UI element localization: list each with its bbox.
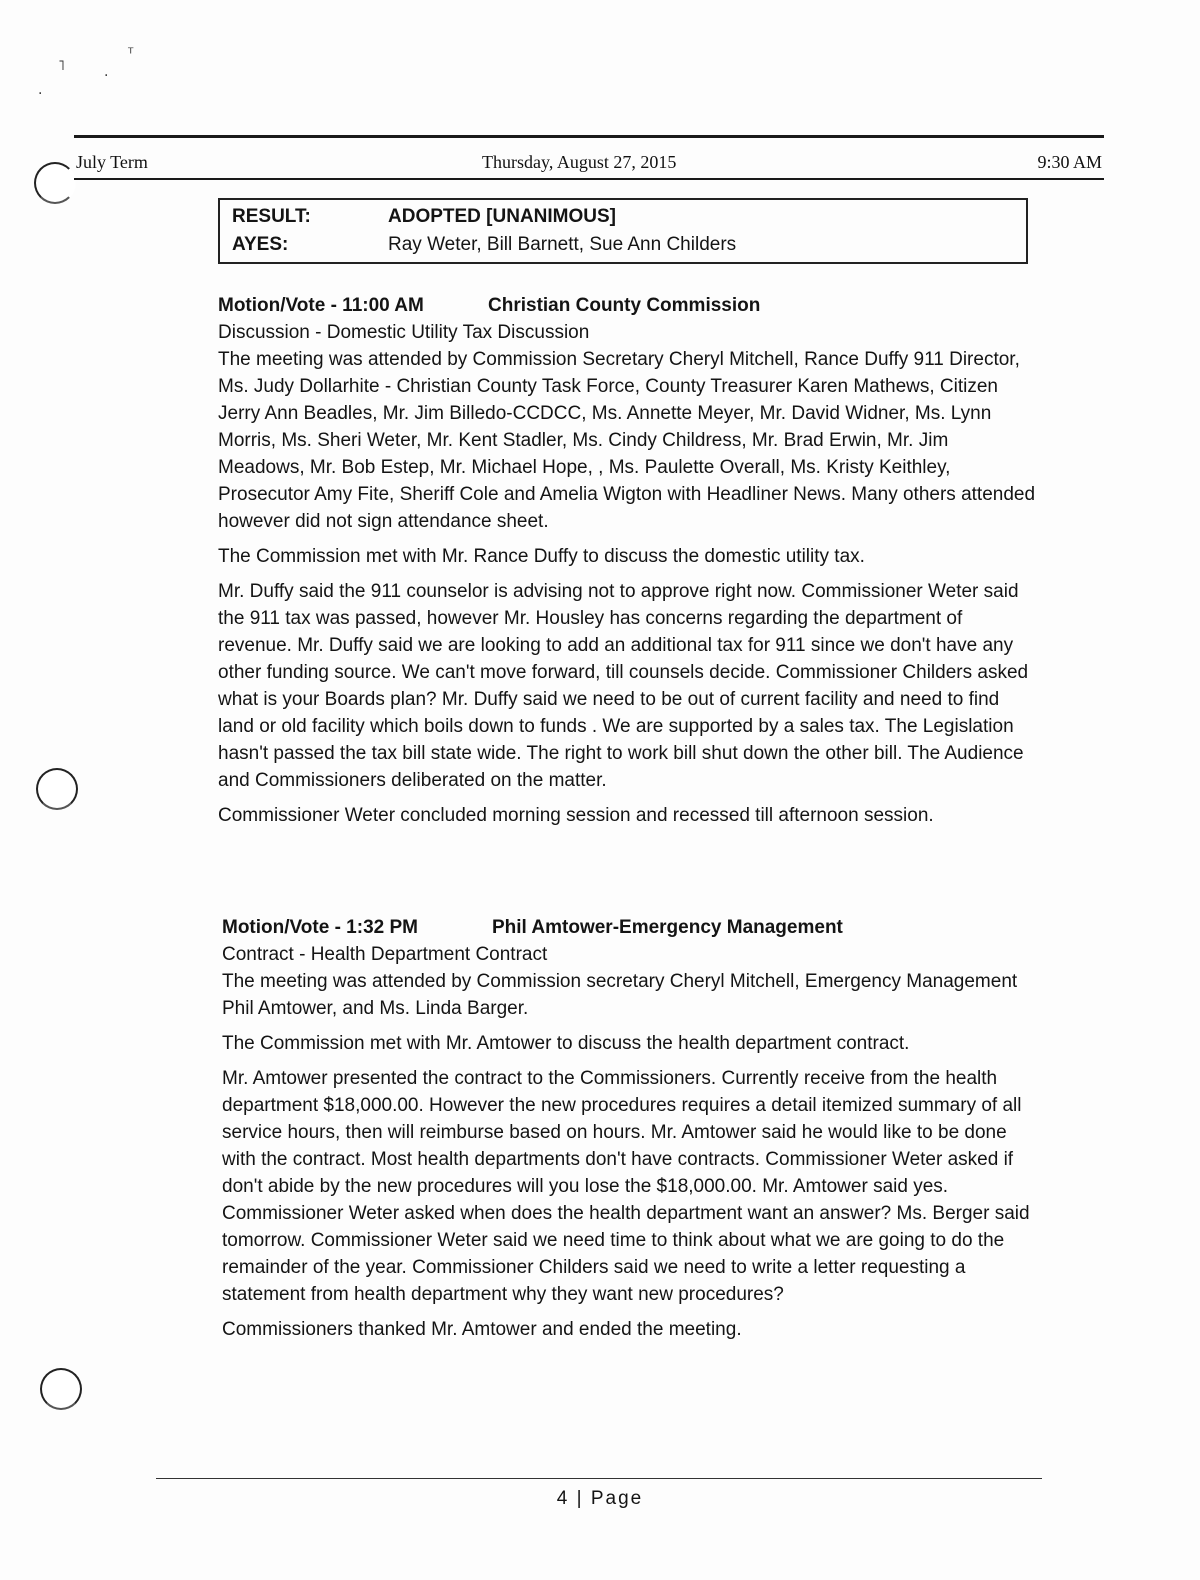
header-time: 9:30 AM <box>1037 152 1102 172</box>
motion-heading <box>222 914 1042 941</box>
binder-hole-bottom <box>40 1368 82 1410</box>
closing-paragraph: Commissioners thanked Mr. Amtower and ended the meeting. <box>222 1319 742 1340</box>
header-rule-bottom <box>74 178 1104 180</box>
header-date: Thursday, August 27, 2015 <box>482 152 677 172</box>
scan-speck: ˥ <box>58 58 65 74</box>
attendance-paragraph: The meeting was attended by Commission secretary Cheryl Mitchell, Emergency Management Phil Amtower, and Ms. Linda Barger. <box>222 971 1018 1019</box>
motion-title: Phil Amtower-Emergency Management <box>492 917 843 938</box>
motion-heading <box>218 292 1038 319</box>
closing-paragraph: Commissioner Weter concluded morning session and recessed till afternoon session. <box>218 805 934 826</box>
purpose-paragraph: The Commission met with Mr. Rance Duffy to discuss the domestic utility tax. <box>218 546 865 567</box>
result-row <box>232 206 616 228</box>
motion-title: Christian County Commission <box>488 295 761 316</box>
purpose-paragraph: The Commission met with Mr. Amtower to discuss the health department contract. <box>222 1033 910 1054</box>
scan-speck: ᵀ <box>128 46 134 62</box>
result-label: RESULT: <box>232 206 311 227</box>
binder-hole-middle <box>36 768 78 810</box>
ayes-value: Ray Weter, Bill Barnett, Sue Ann Childers <box>388 234 737 255</box>
header-rule-top <box>74 135 1104 138</box>
scan-speck: · <box>104 68 109 84</box>
result-box <box>218 198 1028 264</box>
section-subtitle: Discussion - Domestic Utility Tax Discussion <box>218 322 590 343</box>
scan-speck: · <box>38 86 43 102</box>
page-number: 4 | Page <box>556 1488 644 1509</box>
result-value: ADOPTED [UNANIMOUS] <box>388 206 616 227</box>
minutes-section-2 <box>222 914 1042 1343</box>
section-subtitle: Contract - Health Department Contract <box>222 944 548 965</box>
discussion-paragraph: Mr. Amtower presented the contract to the Commissioners. Currently receive from the health department $18,000.00. However the new procedures requires a detail itemized summary of all service hours, then will reimburse based on hours. Mr. Amtower said he would like to be done with the contract. Most health departments don't have contracts. Commissioner Weter asked if don't abide by the new procedures will you lose the $18,000.00. Mr. Amtower said yes. Commissioner Weter asked when does the health department want an answer? Ms. Berger said tomorrow. Commissioner Weter said we need time to think about what we are going to do the remainder of the year. Commissioner Childers said we need to write a letter requesting a statement from health department why they want new procedures? <box>222 1068 1030 1305</box>
binder-hole-top <box>34 162 76 204</box>
attendance-paragraph: The meeting was attended by Commission Secretary Cheryl Mitchell, Rance Duffy 911 Director, Ms. Judy Dollarhite - Christian County Task Force, County Treasurer Karen Mathews, Citizen Jerry Ann Beadles, Mr. Jim Billedo-CCDCC, Ms. Annette Meyer, Mr. David Widner, Ms. Lynn Morris, Ms. Sheri Weter, Mr. Kent Stadler, Ms. Cindy Childress, Mr. Brad Erwin, Mr. Jim Meadows, Mr. Bob Estep, Mr. Michael Hope, , Ms. Paulette Overall, Ms. Kristy Keithley, Prosecutor Amy Fite, Sheriff Cole and Amelia Wigton with Headliner News. Many others attended however did not sign attendance sheet. <box>218 349 1036 532</box>
discussion-paragraph: Mr. Duffy said the 911 counselor is advising not to approve right now. Commissioner Weter said the 911 tax was passed, however Mr. Housley has concerns regarding the department of revenue. Mr. Duffy said we are looking to add an additional tax for 911 since we don't have any other funding source. We can't move forward, till counsels decide. Commissioner Childers asked what is your Boards plan? Mr. Duffy said we need to be out of current facility and need to find land or old facility which boils down to funds . We are supported by a sales tax. The Legislation hasn't passed the tax bill state wide. The right to work bill shut down the other bill. The Audience and Commissioners deliberated on the matter. <box>218 581 1029 791</box>
header-term: July Term <box>76 152 148 172</box>
ayes-row <box>232 234 736 256</box>
ayes-label: AYES: <box>232 234 289 255</box>
motion-label: Motion/Vote - 1:32 PM <box>222 917 418 938</box>
motion-label: Motion/Vote - 11:00 AM <box>218 295 424 316</box>
minutes-section-1 <box>218 292 1038 829</box>
footer-rule <box>156 1478 1042 1479</box>
